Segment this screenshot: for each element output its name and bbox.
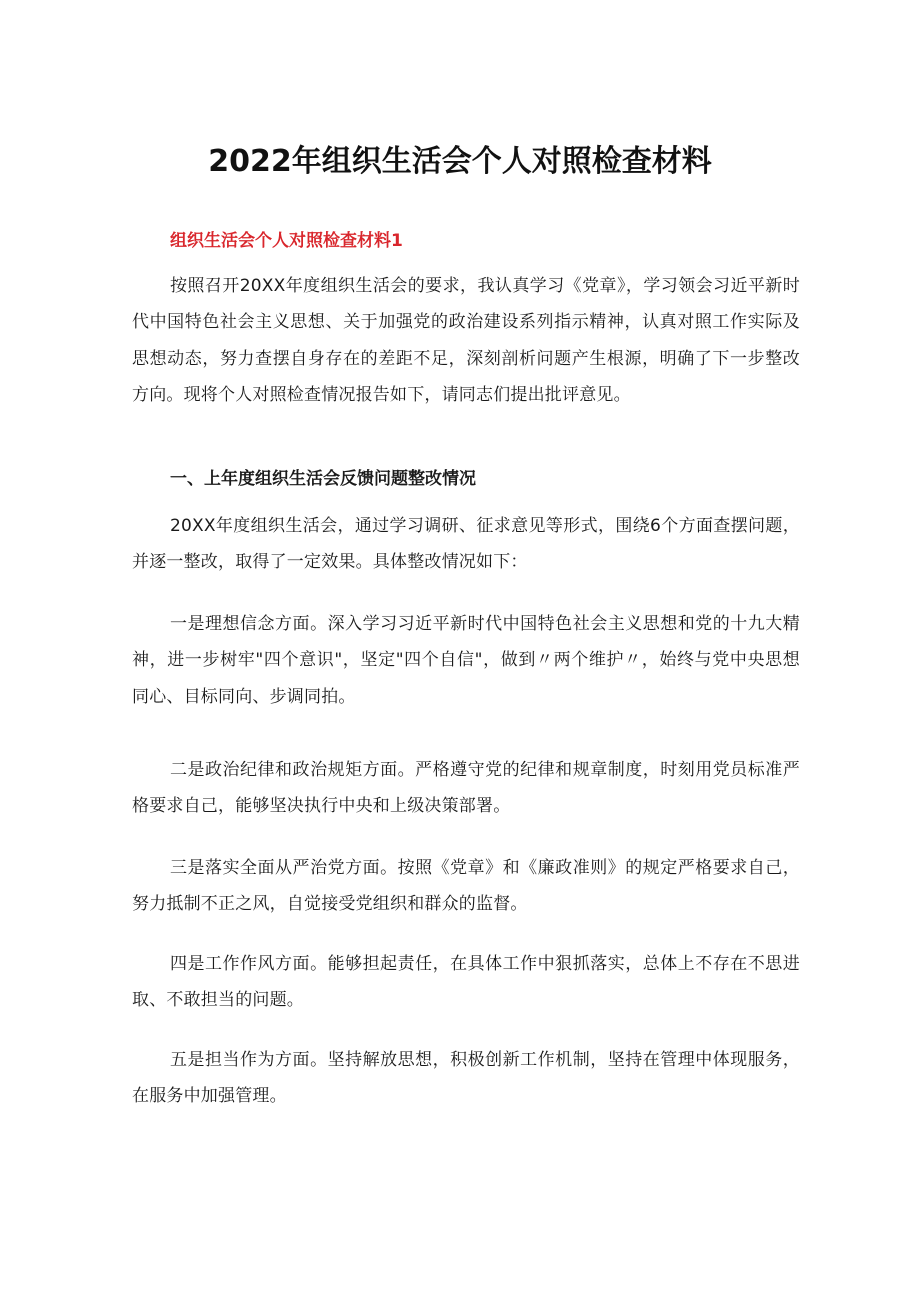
item-governance-paragraph: 三是落实全面从严治党方面。按照《党章》和《廉政准则》的规定严格要求自己，努力抵制不正之风，自觉接受党组织和群众的监督。 xyxy=(132,858,800,915)
document-title: 2022年组织生活会个人对照检查材料 xyxy=(208,144,712,179)
intro-paragraph: 按照召开20XX年度组织生活会的要求，我认真学习《党章》，学习领会习近平新时代中国特色社会主义思想、关于加强党的政治建设系列指示精神，认真对照工作实际及思想动态，努力查摆自身存在的差距不足，深刻剖析问题产生根源，明确了下一步整改方向。现将个人对照检查情况报告如下，请同志们提出批评意见。 xyxy=(132,276,800,406)
item-work-style-paragraph: 四是工作作风方面。能够担起责任，在具体工作中狠抓落实，总体上不存在不思进取、不敢担当的问题。 xyxy=(132,954,800,1011)
part-one-heading: 一、上年度组织生活会反馈问题整改情况 xyxy=(170,469,476,489)
item-ideals-paragraph: 一是理想信念方面。深入学习习近平新时代中国特色社会主义思想和党的十九大精神，进一步树牢"四个意识"，坚定"四个自信"，做到〃两个维护〃，始终与党中央思想同心、目标同向、步调同拍。 xyxy=(132,614,800,707)
item-responsibility-paragraph: 五是担当作为方面。坚持解放思想，积极创新工作机制，坚持在管理中体现服务，在服务中加强管理。 xyxy=(132,1050,800,1107)
item-discipline-paragraph: 二是政治纪律和政治规矩方面。严格遵守党的纪律和规章制度，时刻用党员标准严格要求自己，能够坚决执行中央和上级决策部署。 xyxy=(132,760,800,817)
section-heading: 组织生活会个人对照检查材料1 xyxy=(170,231,403,251)
rectification-summary-paragraph: 20XX年度组织生活会，通过学习调研、征求意见等形式，围绕6个方面查摆问题，并逐一整改，取得了一定效果。具体整改情况如下： xyxy=(132,516,800,573)
